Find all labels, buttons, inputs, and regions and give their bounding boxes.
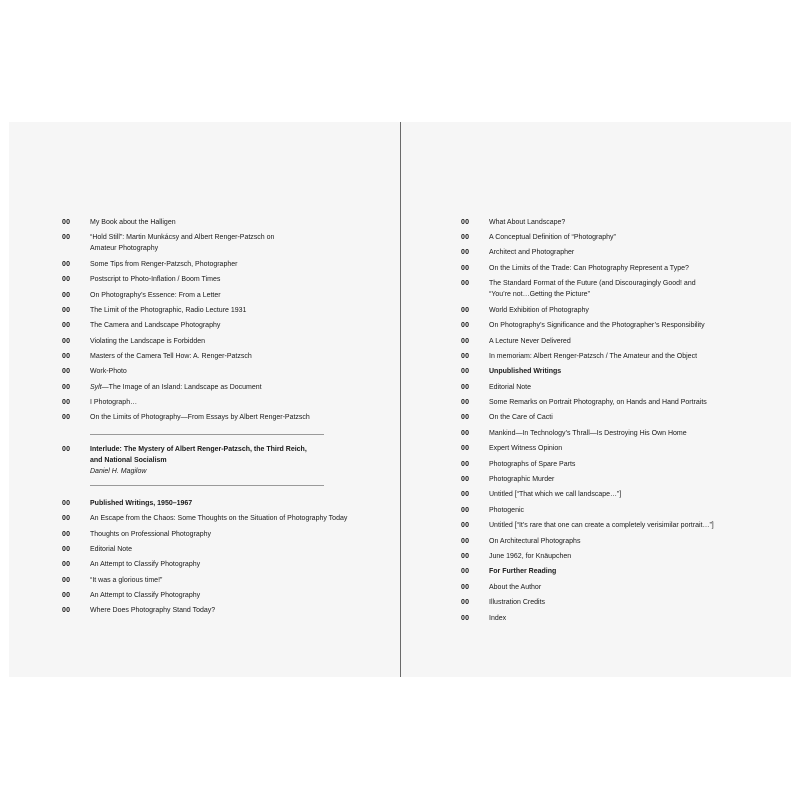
- entry-title: Expert Witness Opinion: [489, 445, 563, 452]
- entry-title-line2: and National Socialism: [90, 457, 167, 464]
- entry-title-wrap: [90, 382, 362, 393]
- page-number: 00: [62, 561, 71, 568]
- page-number: 00: [62, 500, 71, 507]
- entry-title: The Limit of the Photographic, Radio Lecture 1931: [90, 307, 247, 314]
- page-number: 00: [62, 607, 71, 614]
- entry-title: Photographs of Spare Parts: [489, 461, 576, 468]
- entry-title: Interlude: The Mystery of Albert Renger-Patzsch, the Third Reich,: [90, 446, 307, 453]
- entry-title: June 1962, for Knäupchen: [489, 553, 572, 560]
- entry-title: On Photography’s Significance and the Photographer’s Responsibility: [489, 322, 705, 329]
- page-number: 00: [62, 531, 71, 538]
- entry-title: On the Limits of the Trade: Can Photography Represent a Type?: [489, 265, 689, 272]
- entry-title: —The Image of an Island: Landscape as Document: [101, 384, 262, 391]
- entry-title-line2: “You’re not…Getting the Picture”: [489, 291, 590, 298]
- right-page: [401, 122, 791, 677]
- page-number: 00: [62, 276, 71, 283]
- entry-title: An Attempt to Classify Photography: [90, 592, 201, 599]
- page-number: 00: [461, 430, 470, 437]
- page-number: 00: [62, 546, 71, 553]
- page-number: 00: [461, 507, 470, 514]
- page-number: 00: [461, 219, 470, 226]
- page-number: 00: [461, 445, 470, 452]
- page-number: 00: [461, 307, 470, 314]
- page-number: 00: [62, 515, 71, 522]
- entry-title-wrap: [90, 444, 362, 477]
- entry-title: Index: [489, 615, 507, 622]
- page-number: 00: [461, 461, 470, 468]
- page-number: 00: [461, 491, 470, 498]
- book-spread: [9, 122, 791, 677]
- page-number: 00: [62, 399, 71, 406]
- entry-title: On Architectural Photographs: [489, 538, 581, 545]
- page-number: 00: [62, 353, 71, 360]
- page-number: 00: [62, 592, 71, 599]
- entry-title: Thoughts on Professional Photography: [90, 531, 212, 538]
- page-number: 00: [461, 522, 470, 529]
- entry-title: World Exhibition of Photography: [489, 307, 589, 314]
- page-number: 00: [461, 368, 470, 375]
- page-number: 00: [461, 553, 470, 560]
- divider: [90, 434, 324, 435]
- entry-title: About the Author: [489, 584, 542, 591]
- entry-title: The Camera and Landscape Photography: [90, 322, 221, 329]
- entry-title: Photographic Murder: [489, 476, 555, 483]
- page-number: 00: [461, 338, 470, 345]
- page-number: 00: [62, 338, 71, 345]
- page-number: 00: [461, 353, 470, 360]
- entry-title: The Standard Format of the Future (and Discouragingly Good! and: [489, 280, 696, 287]
- entry-title-italic: Sylt: [90, 384, 102, 391]
- page-number: 00: [461, 280, 470, 287]
- left-page: [9, 122, 400, 677]
- entry-title: An Attempt to Classify Photography: [90, 561, 201, 568]
- page-number: 00: [461, 249, 470, 256]
- entry-title: A Lecture Never Delivered: [489, 338, 571, 345]
- page-number: 00: [62, 577, 71, 584]
- page-number: 00: [461, 476, 470, 483]
- section-title: For Further Reading: [489, 568, 557, 575]
- page-number: 00: [461, 568, 470, 575]
- entry-title: Untitled [“That which we call landscape…”]: [489, 491, 622, 498]
- entry-title: Masters of the Camera Tell How: A. Renger-Patzsch: [90, 353, 252, 360]
- page-number: 00: [461, 584, 470, 591]
- page-number: 00: [461, 265, 470, 272]
- entry-title: Architect and Photographer: [489, 249, 575, 256]
- entry-title: Postscript to Photo-Inflation / Boom Times: [90, 276, 221, 283]
- entry-title: An Escape from the Chaos: Some Thoughts on the Situation of Photography Today: [90, 515, 348, 522]
- page-number: 00: [461, 399, 470, 406]
- page-number: 00: [461, 538, 470, 545]
- entry-title: Some Remarks on Portrait Photography, on Hands and Hand Portraits: [489, 399, 707, 406]
- entry-title: I Photograph…: [90, 399, 138, 406]
- entry-title-line2: Amateur Photography: [90, 245, 159, 252]
- entry-title: Violating the Landscape is Forbidden: [90, 338, 206, 345]
- entry-title: In memoriam: Albert Renger-Patzsch / The Amateur and the Object: [489, 353, 698, 360]
- entry-title: Work-Photo: [90, 368, 127, 375]
- page-number: 00: [461, 234, 470, 241]
- page-number: 00: [62, 292, 71, 299]
- page-number: 00: [62, 261, 71, 268]
- entry-title: Photogenic: [489, 507, 525, 514]
- section-title: Published Writings, 1950–1967: [90, 500, 193, 507]
- entry-title: Untitled [“It’s rare that one can create a completely verisimilar portrait…”]: [489, 522, 714, 529]
- entry-title: What About Landscape?: [489, 219, 566, 226]
- page-number: 00: [62, 446, 71, 453]
- entry-title: Editorial Note: [90, 546, 133, 553]
- page-number: 00: [62, 219, 71, 226]
- page-number: 00: [461, 599, 470, 606]
- page-number: 00: [461, 322, 470, 329]
- page-number: 00: [62, 322, 71, 329]
- page-number: 00: [62, 368, 71, 375]
- entry-title: On the Care of Cacti: [489, 414, 553, 421]
- page-number: 00: [62, 414, 71, 421]
- entry-title: “Hold Still”: Martin Munkácsy and Albert Renger-Patzsch on: [90, 234, 275, 241]
- entry-title-wrap: [90, 232, 362, 254]
- page-number: 00: [62, 234, 71, 241]
- entry-title: On the Limits of Photography—From Essays by Albert Renger-Patzsch: [90, 414, 310, 421]
- entry-title: On Photography’s Essence: From a Letter: [90, 292, 221, 299]
- page-number: 00: [461, 414, 470, 421]
- entry-author: Daniel H. Magilow: [90, 468, 147, 475]
- page-number: 00: [461, 384, 470, 391]
- page-number: 00: [461, 615, 470, 622]
- entry-title: A Conceptual Definition of “Photography”: [489, 234, 616, 241]
- entry-title: “It was a glorious time!”: [90, 577, 163, 584]
- entry-title: Where Does Photography Stand Today?: [90, 607, 216, 614]
- entry-title-wrap: [489, 278, 771, 300]
- entry-title: Some Tips from Renger-Patzsch, Photographer: [90, 261, 238, 268]
- page-number: 00: [62, 307, 71, 314]
- entry-title: My Book about the Halligen: [90, 219, 176, 226]
- page-number: 00: [62, 384, 71, 391]
- entry-title: Editorial Note: [489, 384, 532, 391]
- entry-title: Mankind—In Technology’s Thrall—Is Destroying His Own Home: [489, 430, 687, 437]
- section-title: Unpublished Writings: [489, 368, 562, 375]
- divider: [90, 485, 324, 486]
- entry-title: Illustration Credits: [489, 599, 546, 606]
